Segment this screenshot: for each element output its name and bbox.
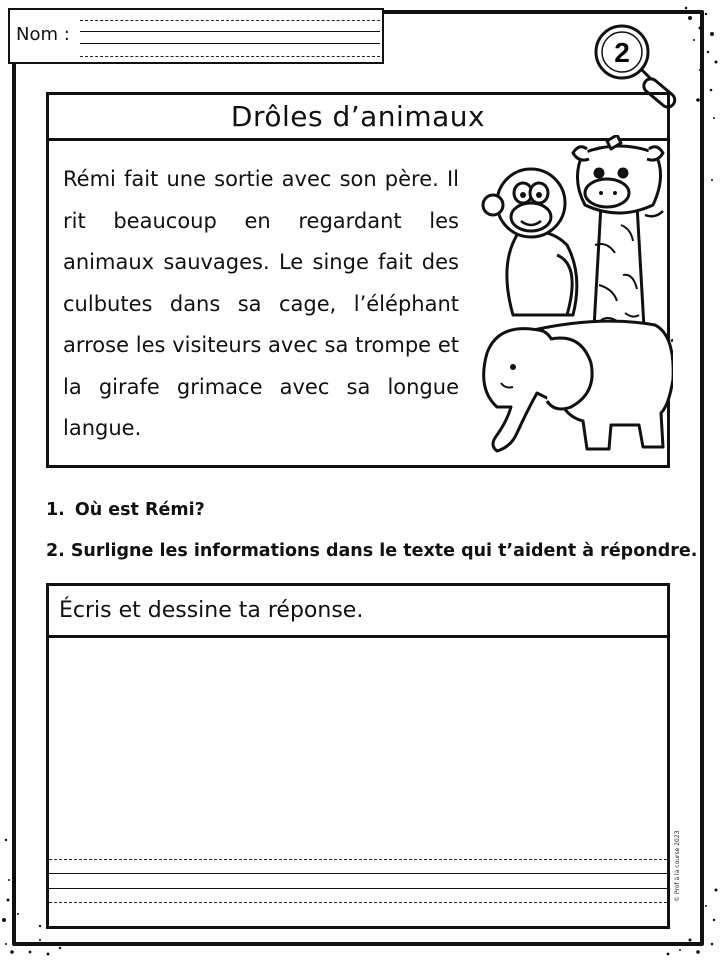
- name-writing-lines[interactable]: [80, 16, 380, 60]
- question-2: [46, 541, 697, 561]
- story-box: [46, 92, 670, 468]
- question-1-text: Où est Rémi?: [74, 500, 205, 520]
- answer-prompt: Écris et dessine ta réponse.: [49, 586, 667, 638]
- giraffe-icon: [573, 135, 663, 345]
- name-field-box[interactable]: [8, 8, 384, 64]
- question-1-number: 1.: [46, 500, 65, 520]
- story-title: Drôles d’animaux: [49, 95, 667, 141]
- name-label: Nom :: [16, 24, 70, 45]
- copyright-note: © Prof à la course 2023: [674, 830, 681, 902]
- elephant-icon: [484, 321, 673, 451]
- answer-writing-lines[interactable]: [49, 859, 667, 909]
- monkey-icon: [483, 169, 577, 315]
- question-1: [46, 500, 205, 520]
- question-2-number: 2.: [46, 541, 65, 561]
- story-text: Rémi fait une sortie avec son père. Il rit beaucoup en regardant les animaux sauvages. Le singe fait des culbutes dans sa cage, l’éléphant arrose les visiteurs avec sa trompe et la girafe grimace avec sa longue langue.: [63, 167, 459, 440]
- question-2-text: Surligne les informations dans le texte qui t’aident à répondre.: [70, 541, 698, 561]
- answer-box[interactable]: [46, 583, 670, 929]
- sheet-number: 2: [614, 37, 630, 68]
- drawing-area[interactable]: [49, 638, 667, 856]
- animals-illustration: [473, 135, 673, 469]
